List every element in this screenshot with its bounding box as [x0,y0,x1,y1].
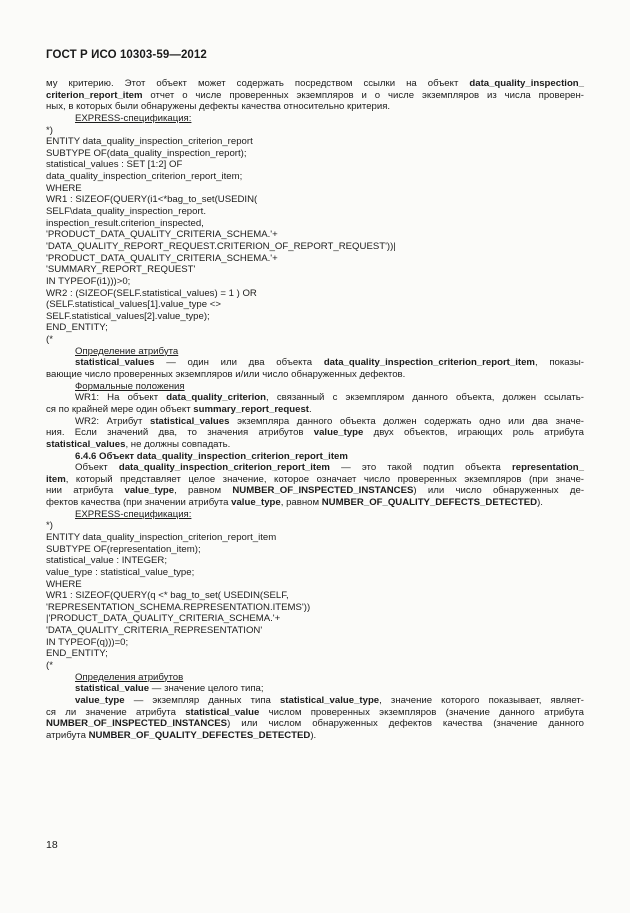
text-run: WR2: Атрибут [75,415,150,427]
text-line [46,159,584,171]
text-line [46,579,584,591]
text-run: ) или число обнаруженных де- [413,485,585,497]
text-run: му критерию. Этот объект может содержать посредством ссылки на объект [46,78,470,89]
text-run: 'SUMMARY_REPORT_REQUEST' [46,264,196,276]
text-line [46,113,584,125]
text-run: . [308,403,312,415]
bold-term: value_type [124,485,175,497]
text-run: (SELF.statistical_values[1].value_type <> [46,299,221,311]
underlined-heading: Формальные положения [75,380,185,392]
text-run: value_type : statistical_value_type; [46,566,195,578]
text-run: WR2 : (SIZEOF(SELF.statistical_values) = 1 ) OR [46,287,257,299]
text-run: вающие число проверенных экземпляров и/или число обнаруженных дефектов. [46,369,406,381]
text-line [46,171,584,183]
text-run: ) или числом обнаруженных дефектов качества (значение данного [227,718,584,730]
text-line [46,90,584,102]
text-run: WR1: На объект [75,392,167,404]
text-run: ENTITY data_quality_inspection_criterion_report_item [46,531,277,543]
underlined-heading: Определения атрибутов [75,671,184,683]
text-run: ния. Если значений два, то значения атрибутов [46,427,314,439]
underlined-heading: EXPRESS-спецификация: [75,112,192,124]
text-run: 'REPRESENTATION_SCHEMA.REPRESENTATION.ITEMS')) [46,601,311,613]
bold-term: NUMBER_OF_QUALITY_DEFECTES_DETECTED [88,729,311,741]
text-run: *) [46,520,53,532]
text-run: , связанный с экземпляром данного объекта, должен ссылать- [266,392,584,404]
text-line [46,462,584,474]
text-run: Объект [75,462,119,474]
text-run: 'DATA_QUALITY_REPORT_REQUEST.CRITERION_OF_REPORT_REQUEST'))| [46,240,396,252]
bold-term: statistical_value [75,683,150,695]
text-run: WHERE [46,578,82,590]
text-run: statistical_values : SET [1:2] OF [46,159,183,171]
text-run: SELF\data_quality_inspection_report. [46,206,206,218]
underlined-heading: EXPRESS-спецификация: [75,508,192,520]
text-run: , который представляет целое значение, которое означает число проверенных экземпляров (при значе- [65,473,584,485]
text-line [46,567,584,579]
bold-term: value_type [231,497,281,509]
text-line [46,78,584,90]
text-line [46,695,584,707]
text-line [46,672,584,684]
bold-term: statistical_values [46,438,126,450]
text-run: ных, в которых были обнаружены дефекты качества относительно критерия. [46,101,391,113]
text-line [46,369,584,381]
text-line [46,637,584,649]
text-line [46,241,584,253]
text-line [46,392,584,404]
text-run: фектов качества (при значении атрибута [46,497,232,509]
text-run: — это такой подтип объекта [329,462,513,474]
text-run: *) [46,124,53,136]
text-run: |'PRODUCT_DATA_QUALITY_CRITERIA_SCHEMA.'+ [46,613,281,625]
text-run: 'PRODUCT_DATA_QUALITY_CRITERIA_SCHEMA.'+ [46,252,278,264]
text-line [46,264,584,276]
text-line [46,218,584,230]
text-line [46,613,584,625]
text-line [46,485,584,497]
text-run: отчет о числе проверенных экземпляров и о числе экземпляров из числа проверен- [142,89,584,101]
text-line [46,648,584,660]
text-line [46,451,584,463]
text-line [46,125,584,137]
text-line [46,404,584,416]
bold-term: value_type [75,694,125,706]
text-run: WR1 : SIZEOF(QUERY(q <* bag_to_set( USEDIN(SELF, [46,590,289,602]
text-line [46,730,584,742]
text-line [46,718,584,730]
text-run: экземпляра данного объекта должен содержать одно или два значе- [229,415,584,427]
text-run: END_ENTITY; [46,322,108,334]
text-line [46,334,584,346]
text-run: — значение целого типа; [149,683,264,695]
text-run: , не должны совпадать. [125,438,231,450]
page-body [46,78,584,742]
bold-term: NUMBER_OF_QUALITY_DEFECTS_DETECTED [321,497,538,509]
bold-term: statistical_values [150,415,230,427]
bold-term: statistical_value [185,706,260,718]
text-run: , показы- [534,357,584,369]
text-run: ся по крайней мере один объект [46,403,194,415]
text-run: числом проверенных экземпляров (значение данного атрибута [259,706,584,718]
text-run: (* [46,334,53,346]
bold-term: 6.4.6 Объект data_quality_inspection_criterion_report_item [75,450,348,462]
text-line [46,346,584,358]
text-line [46,497,584,509]
text-line [46,276,584,288]
bold-term: data_quality_inspection_ [469,78,584,89]
text-run: , значение которого показывает, являет- [379,694,584,706]
text-run: ). [537,497,543,509]
text-line [46,416,584,428]
text-line [46,183,584,195]
text-run: SUBTYPE OF(representation_item); [46,543,201,555]
bold-term: statistical_values [75,357,155,369]
bold-term: summary_report_request [193,403,309,415]
text-run: нии атрибута [46,485,125,497]
text-line [46,322,584,334]
bold-term: data_quality_criterion [166,392,266,404]
bold-term: statistical_value_type [279,694,380,706]
text-run: ся ли значение атрибута [46,706,186,718]
text-run: ENTITY data_quality_inspection_criterion_report [46,136,253,148]
text-run: , равном [280,497,322,509]
text-line [46,148,584,160]
text-line [46,206,584,218]
text-line [46,590,584,602]
text-run: WHERE [46,182,82,194]
text-line [46,427,584,439]
text-line [46,474,584,486]
text-line [46,229,584,241]
bold-term: NUMBER_OF_INSPECTED_INSTANCES [232,485,414,497]
text-line [46,602,584,614]
bold-term: item [46,473,66,485]
bold-term: data_quality_inspection_criterion_report_item [323,357,535,369]
text-line [46,253,584,265]
text-line [46,439,584,451]
text-run: , равном [174,485,233,497]
text-run: statistical_value : INTEGER; [46,555,168,567]
text-line [46,625,584,637]
text-line [46,660,584,672]
text-line [46,544,584,556]
text-run: — экземпляр данных типа [124,694,280,706]
text-run: ). [310,729,317,741]
text-run: WR1 : SIZEOF(QUERY(i1<*bag_to_set(USEDIN( [46,194,258,206]
text-run: — один или два объекта [154,357,324,369]
bold-term: criterion_report_item [46,89,143,101]
text-line [46,101,584,113]
text-run: SELF.statistical_values[2].value_type); [46,310,210,322]
bold-term: data_quality_inspection_criterion_report_item [118,462,330,474]
text-line [46,357,584,369]
page-header: ГОСТ Р ИСО 10303-59—2012 [46,49,207,61]
text-line [46,520,584,532]
text-run: 'PRODUCT_DATA_QUALITY_CRITERIA_SCHEMA.'+ [46,229,278,241]
text-run: inspection_result.criterion_inspected, [46,217,204,229]
text-line [46,555,584,567]
bold-term: value_type [313,427,364,439]
text-run: IN TYPEOF(i1)))>0; [46,275,131,287]
text-line [46,194,584,206]
text-run: 'DATA_QUALITY_CRITERIA_REPRESENTATION' [46,625,263,637]
text-line [46,509,584,521]
text-run: IN TYPEOF(q)))=0; [46,636,129,648]
text-line [46,299,584,311]
bold-term: representation_ [512,462,584,474]
text-run: двух объектов, играющих роль атрибута [363,427,585,439]
text-line [46,532,584,544]
page-number: 18 [46,839,58,851]
text-line [46,311,584,323]
underlined-heading: Определение атрибута [75,345,179,357]
text-run: END_ENTITY; [46,648,108,660]
text-line [46,707,584,719]
text-run: атрибута [46,729,89,741]
bold-term: NUMBER_OF_INSPECTED_INSTANCES [46,718,228,730]
text-line [46,136,584,148]
text-line [46,683,584,695]
text-line [46,381,584,393]
text-run: SUBTYPE OF(data_quality_inspection_report); [46,147,247,159]
text-line [46,288,584,300]
text-run: data_quality_inspection_criterion_report_item; [46,171,243,183]
text-run: (* [46,660,53,672]
